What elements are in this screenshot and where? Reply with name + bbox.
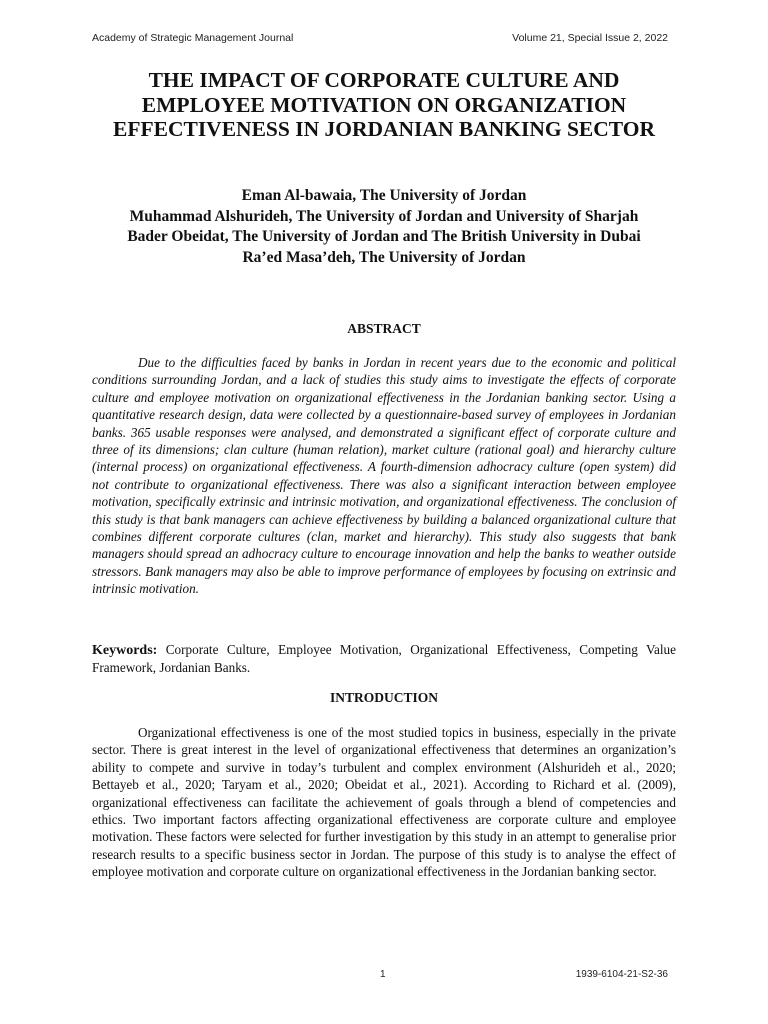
author-list (92, 186, 676, 268)
author-line: Ra’ed Masa’deh, The University of Jordan (242, 248, 526, 266)
page-number: 1 (380, 969, 386, 980)
introduction-heading: INTRODUCTION (329, 690, 438, 705)
author-line: Eman Al-bawaia, The University of Jordan (241, 187, 527, 204)
keywords (92, 641, 676, 677)
issue-info: Volume 21, Special Issue 2, 2022 (512, 32, 668, 44)
keywords-text: Corporate Culture, Employee Motivation, Organizational Effectiveness, Competing Value Framework, Jordanian Banks. (92, 642, 676, 676)
author-line: Bader Obeidat, The University of Jordan and The British University in Dubai (127, 228, 641, 245)
introduction-text: Organizational effectiveness is one of the most studied topics in business, especially in the private sector. There is great interest in the level of organizational effectiveness that determines an organization’s ability to compete and survive in today’s turbulent and complex environment (Alshurideh et al., 2020; Bettayeb et al., 2020; Taryam et al., 2020; Obeidat et al., 2021). According to Richard et al. (2009), organizational effectiveness can facilitate the achievement of goals through a blend of competencies and ethics. Two important factors affecting organizational effectiveness are corporate culture and employee motivation. These factors were selected for further investigation by this study in an attempt to generalise prior research results to a specific business sector in Jordan. The purpose of this study is to analyse the effect of employee motivation and corporate culture on organizational effectiveness in the Jordanian banking sector. (92, 725, 676, 880)
paper-title: THE IMPACT OF CORPORATE CULTURE AND EMPLOYEE MOTIVATION ON ORGANIZATION EFFECTIVENESS IN JORDANIAN BANKING SECTOR (113, 68, 655, 141)
abstract-text: Due to the difficulties faced by banks in Jordan in recent years due to the economic and political conditions surrounding Jordan, and a lack of studies this study aims to investigate the effects of corporate culture and employee motivation on organizational effectiveness in the Jordanian banking sector. Using a quantitative research design, data were collected by a questionnaire-based survey of employees in Jordanian banks. 365 usable responses were analysed, and demonstrated a significant effect of corporate culture and three of its dimensions; clan culture (human relation), market culture (rational goal) and hierarchy culture (internal process) on organizational effectiveness. A fourth-dimension adhocracy culture (open system) did not contribute to organizational effectiveness. There was also a significant interaction between employee motivation, specifically extrinsic and intrinsic motivation, and organizational effectiveness. The conclusion of this study is that bank managers can achieve effectiveness by building a balanced organizational culture that combines different corporate cultures (clan, market and hierarchy). This study also suggests that bank managers should spread an adhocracy culture to encourage innovation and help the banks to weather outside stressors. Bank managers may also be able to improve performance of employees by focusing on extrinsic and intrinsic motivation. (92, 355, 676, 597)
author-line: Muhammad Alshurideh, The University of Jordan and University of Sharjah (129, 207, 639, 225)
journal-name: Academy of Strategic Management Journal (92, 32, 294, 44)
keywords-label: Keywords: (92, 643, 158, 658)
abstract-heading: ABSTRACT (347, 321, 421, 336)
document-id: 1939-6104-21-S2-36 (575, 969, 668, 980)
